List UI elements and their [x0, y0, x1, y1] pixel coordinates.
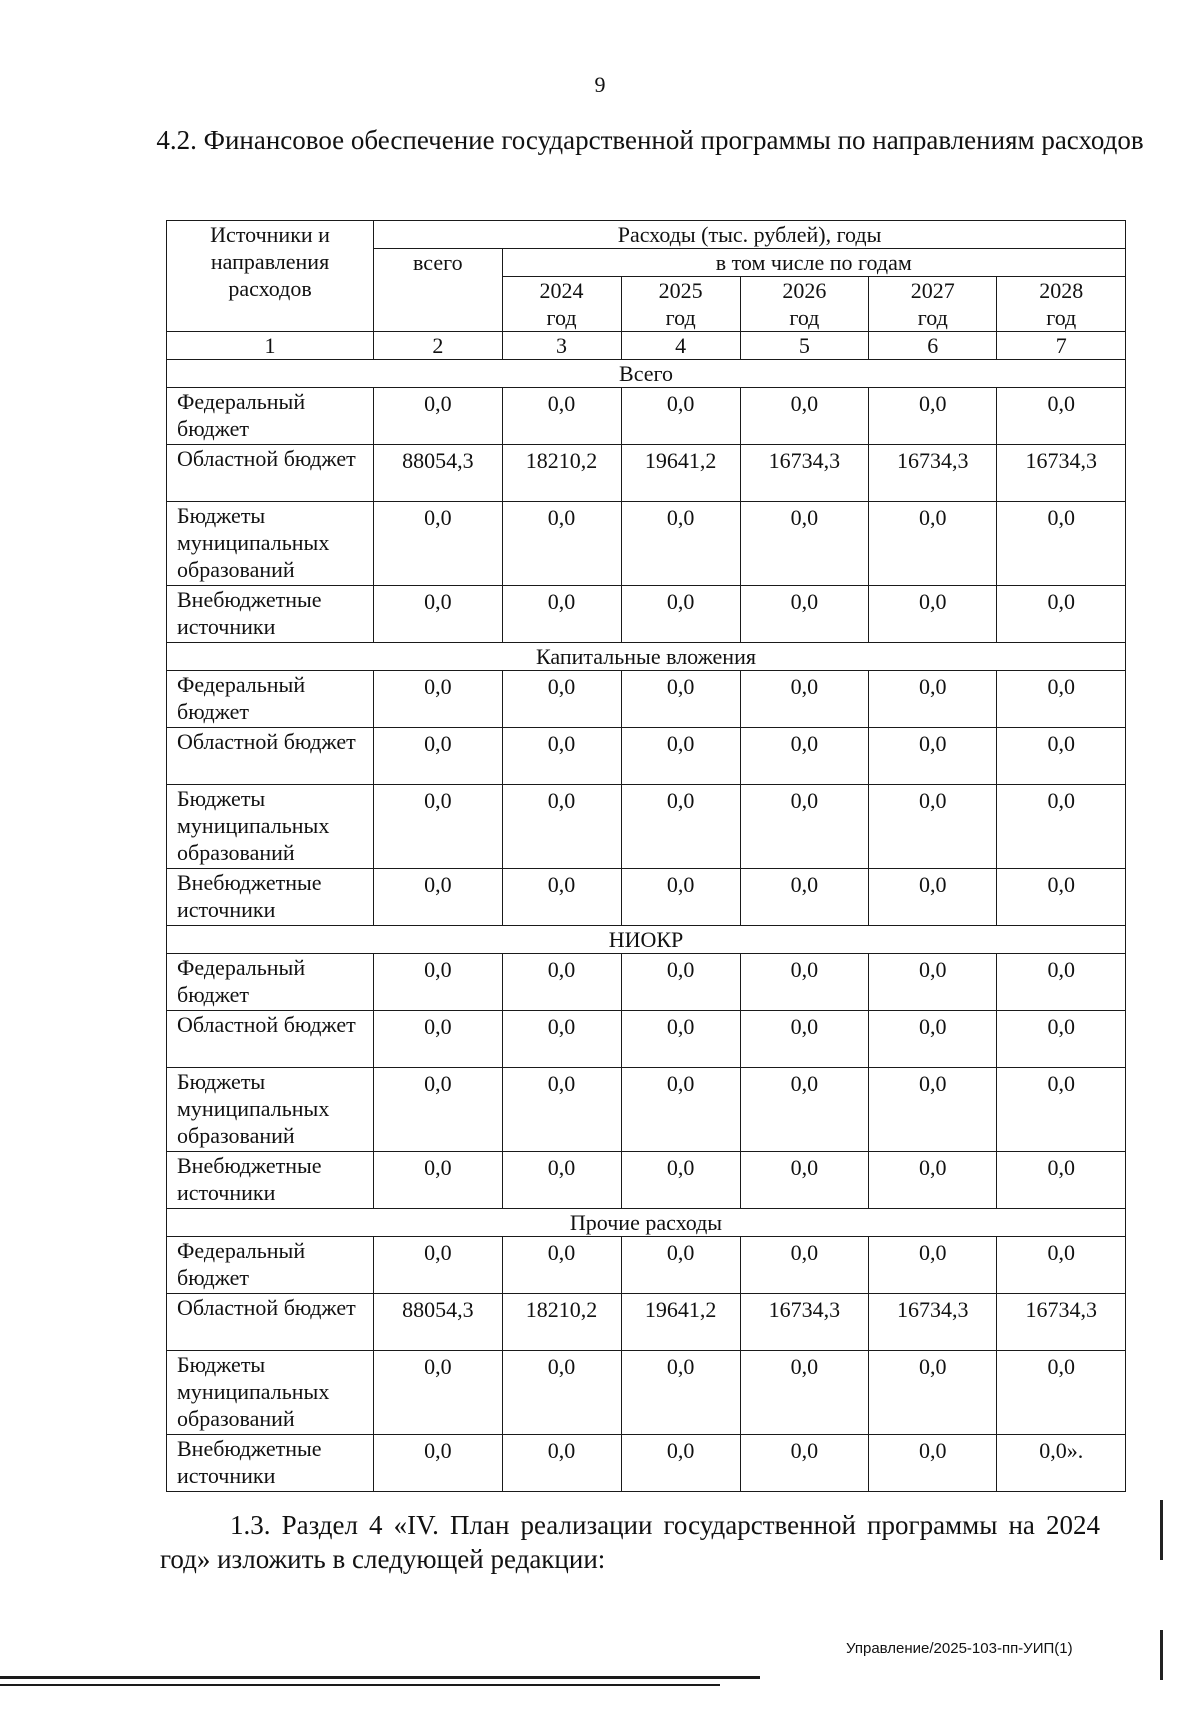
value-cell: 16734,3: [740, 445, 868, 502]
financing-table: [166, 220, 1126, 1492]
header-expenses: Расходы (тыс. рублей), годы: [374, 221, 1126, 249]
source-label: Федеральный бюджет: [167, 954, 374, 1011]
value-cell: 0,0: [621, 1011, 740, 1068]
value-cell: 0,0: [621, 671, 740, 728]
source-label: Областной бюджет: [167, 728, 374, 785]
value-cell: 0,0: [997, 869, 1126, 926]
source-label: Бюджеты муниципальных образований: [167, 1351, 374, 1435]
column-number: 3: [502, 332, 621, 360]
value-cell: 0,0: [997, 502, 1126, 586]
value-cell: 0,0: [502, 728, 621, 785]
value-cell: 0,0: [374, 502, 502, 586]
header-year-2025: 2025 год: [621, 277, 740, 332]
value-cell: 0,0: [621, 1152, 740, 1209]
value-cell: 0,0: [621, 1435, 740, 1492]
value-cell: 0,0: [869, 502, 997, 586]
table-row: [167, 586, 1126, 643]
value-cell: 0,0: [869, 728, 997, 785]
table-row: [167, 502, 1126, 586]
value-cell: 0,0: [869, 1435, 997, 1492]
value-cell: 0,0: [869, 388, 997, 445]
table-row: [167, 1011, 1126, 1068]
value-cell: 0,0: [374, 388, 502, 445]
value-cell: 0,0: [997, 954, 1126, 1011]
value-cell: 0,0: [997, 388, 1126, 445]
value-cell: 0,0: [502, 388, 621, 445]
value-cell: 0,0: [740, 1351, 868, 1435]
value-cell: 0,0: [869, 954, 997, 1011]
value-cell: 0,0: [621, 954, 740, 1011]
value-cell: 0,0: [869, 1351, 997, 1435]
column-number: 7: [997, 332, 1126, 360]
header-by-years: в том числе по годам: [502, 249, 1125, 277]
value-cell: 19641,2: [621, 1294, 740, 1351]
value-cell: 0,0: [502, 1351, 621, 1435]
source-label: Бюджеты муниципальных образований: [167, 502, 374, 586]
page-number: 9: [594, 72, 606, 97]
table-row: [167, 785, 1126, 869]
value-cell: 0,0: [374, 785, 502, 869]
table-row: [167, 869, 1126, 926]
value-cell: 88054,3: [374, 1294, 502, 1351]
value-cell: 0,0: [374, 1435, 502, 1492]
header-sources: Источники и направления расходов: [167, 221, 374, 332]
group-header-row: [167, 926, 1126, 954]
value-cell: 0,0: [502, 1152, 621, 1209]
value-cell: 16734,3: [997, 445, 1126, 502]
value-cell: 0,0: [502, 1435, 621, 1492]
table-row: [167, 954, 1126, 1011]
column-number: 2: [374, 332, 502, 360]
group-name: НИОКР: [167, 926, 1126, 954]
source-label: Областной бюджет: [167, 445, 374, 502]
value-cell: 0,0: [621, 388, 740, 445]
header-total: всего: [374, 249, 502, 332]
header-year-2028: 2028 год: [997, 277, 1126, 332]
column-number: 1: [167, 332, 374, 360]
table-row: [167, 1294, 1126, 1351]
table-row: [167, 1068, 1126, 1152]
value-cell: 0,0: [869, 785, 997, 869]
source-label: Внебюджетные источники: [167, 586, 374, 643]
header-year-2027: 2027 год: [869, 277, 997, 332]
value-cell: 0,0».: [997, 1435, 1126, 1492]
value-cell: 18210,2: [502, 1294, 621, 1351]
value-cell: 19641,2: [621, 445, 740, 502]
value-cell: 0,0: [621, 1351, 740, 1435]
value-cell: 0,0: [740, 728, 868, 785]
value-cell: 0,0: [740, 1011, 868, 1068]
column-numbers-row: [167, 332, 1126, 360]
source-label: Федеральный бюджет: [167, 1237, 374, 1294]
table-row: [167, 671, 1126, 728]
amendment-paragraph: 1.3. Раздел 4 «IV. План реализации государственной программы на 2024 год» изложить в следующей редакции:: [160, 1510, 1100, 1574]
scan-edge-mark: [1160, 1630, 1163, 1680]
value-cell: 0,0: [869, 869, 997, 926]
value-cell: 0,0: [997, 1068, 1126, 1152]
source-label: Федеральный бюджет: [167, 388, 374, 445]
source-label: Областной бюджет: [167, 1011, 374, 1068]
value-cell: 0,0: [621, 728, 740, 785]
value-cell: 0,0: [997, 586, 1126, 643]
group-name: Капитальные вложения: [167, 643, 1126, 671]
source-label: Внебюджетные источники: [167, 869, 374, 926]
source-label: Бюджеты муниципальных образований: [167, 785, 374, 869]
value-cell: 0,0: [869, 671, 997, 728]
value-cell: 16734,3: [869, 1294, 997, 1351]
value-cell: 0,0: [997, 728, 1126, 785]
value-cell: 0,0: [869, 1152, 997, 1209]
value-cell: 0,0: [374, 1351, 502, 1435]
document-code: Управление/2025-103-пп-УИП(1): [846, 1640, 1073, 1657]
source-label: Внебюджетные источники: [167, 1435, 374, 1492]
group-name: Всего: [167, 360, 1126, 388]
value-cell: 0,0: [740, 502, 868, 586]
scan-artifact-line: [0, 1676, 760, 1679]
value-cell: 0,0: [502, 671, 621, 728]
value-cell: 0,0: [621, 1068, 740, 1152]
value-cell: 0,0: [869, 1237, 997, 1294]
value-cell: 0,0: [740, 586, 868, 643]
value-cell: 0,0: [621, 502, 740, 586]
value-cell: 0,0: [621, 586, 740, 643]
value-cell: 0,0: [997, 1152, 1126, 1209]
value-cell: 0,0: [740, 671, 868, 728]
value-cell: 0,0: [374, 1068, 502, 1152]
scan-artifact-line: [0, 1684, 720, 1686]
value-cell: 0,0: [740, 1152, 868, 1209]
value-cell: 0,0: [740, 954, 868, 1011]
value-cell: 0,0: [869, 586, 997, 643]
value-cell: 0,0: [621, 1237, 740, 1294]
value-cell: 0,0: [621, 869, 740, 926]
value-cell: 0,0: [374, 1152, 502, 1209]
value-cell: 0,0: [374, 586, 502, 643]
value-cell: 18210,2: [502, 445, 621, 502]
table-row: [167, 1237, 1126, 1294]
value-cell: 0,0: [374, 1011, 502, 1068]
value-cell: 0,0: [740, 388, 868, 445]
value-cell: 0,0: [997, 1237, 1126, 1294]
table-row: [167, 728, 1126, 785]
scan-edge-mark: [1160, 1500, 1163, 1560]
value-cell: 88054,3: [374, 445, 502, 502]
value-cell: 0,0: [502, 1237, 621, 1294]
group-header-row: [167, 1209, 1126, 1237]
value-cell: 0,0: [374, 954, 502, 1011]
value-cell: 0,0: [502, 785, 621, 869]
value-cell: 0,0: [740, 869, 868, 926]
table-row: [167, 1435, 1126, 1492]
value-cell: 0,0: [740, 1068, 868, 1152]
value-cell: 0,0: [502, 586, 621, 643]
group-name: Прочие расходы: [167, 1209, 1126, 1237]
source-label: Областной бюджет: [167, 1294, 374, 1351]
value-cell: 0,0: [869, 1068, 997, 1152]
value-cell: 0,0: [502, 1011, 621, 1068]
group-header-row: [167, 643, 1126, 671]
value-cell: 0,0: [374, 1237, 502, 1294]
value-cell: 0,0: [997, 1011, 1126, 1068]
table-row: [167, 1152, 1126, 1209]
value-cell: 0,0: [374, 728, 502, 785]
section-title: 4.2. Финансовое обеспечение государственной программы по направлениям расходов: [156, 125, 1144, 155]
value-cell: 0,0: [740, 785, 868, 869]
table-row: [167, 1351, 1126, 1435]
value-cell: 0,0: [869, 1011, 997, 1068]
header-year-2024: 2024 год: [502, 277, 621, 332]
table-row: [167, 388, 1126, 445]
value-cell: 0,0: [502, 1068, 621, 1152]
value-cell: 0,0: [374, 869, 502, 926]
value-cell: 0,0: [997, 1351, 1126, 1435]
header-year-2026: 2026 год: [740, 277, 868, 332]
source-label: Федеральный бюджет: [167, 671, 374, 728]
group-header-row: [167, 360, 1126, 388]
value-cell: 0,0: [997, 785, 1126, 869]
source-label: Внебюджетные источники: [167, 1152, 374, 1209]
value-cell: 16734,3: [740, 1294, 868, 1351]
value-cell: 0,0: [502, 954, 621, 1011]
column-number: 5: [740, 332, 868, 360]
value-cell: 16734,3: [869, 445, 997, 502]
column-number: 6: [869, 332, 997, 360]
value-cell: 0,0: [502, 502, 621, 586]
value-cell: 0,0: [740, 1435, 868, 1492]
value-cell: 0,0: [740, 1237, 868, 1294]
column-number: 4: [621, 332, 740, 360]
source-label: Бюджеты муниципальных образований: [167, 1068, 374, 1152]
value-cell: 16734,3: [997, 1294, 1126, 1351]
value-cell: 0,0: [997, 671, 1126, 728]
header-row-1: [167, 221, 1126, 249]
value-cell: 0,0: [374, 671, 502, 728]
table-row: [167, 445, 1126, 502]
value-cell: 0,0: [502, 869, 621, 926]
value-cell: 0,0: [621, 785, 740, 869]
